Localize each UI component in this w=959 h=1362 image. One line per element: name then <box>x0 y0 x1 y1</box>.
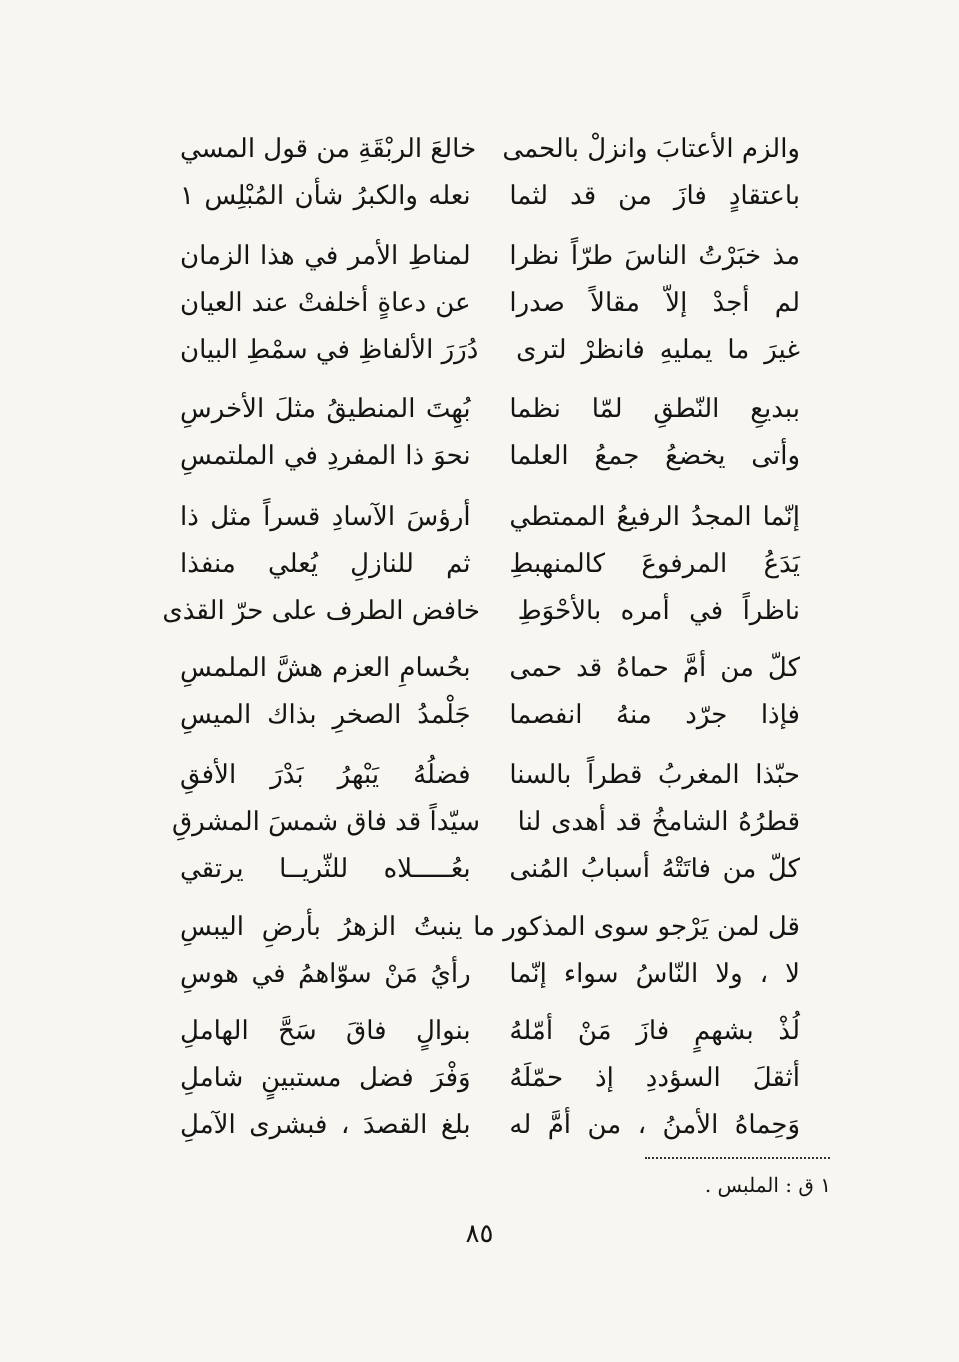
stanza-2 <box>180 233 800 374</box>
verse <box>180 692 800 739</box>
verse-second-hemistich: لمناطِ الأمر في هذا الزمان <box>180 241 471 271</box>
verse-first-hemistich: والزم الأعتابَ وانزلْ بالحمى <box>502 134 800 164</box>
verse <box>180 541 800 588</box>
verse-second-hemistich: دُرَرَ الألفاظِ في سمْطِ البيان <box>180 335 479 365</box>
verse <box>180 280 800 327</box>
verse-first-hemistich: وَحِماهُ الأمنُ ، من أمَّ له <box>509 1110 800 1140</box>
verse-second-hemistich: أرؤسَ الآسادِ قسراً مثل ذا <box>180 502 471 532</box>
verse-first-hemistich: ناظراً في أمره بالأحْوَطِ <box>517 596 800 626</box>
verse-second-hemistich: نعله والكبرُ شأن المُبْلِس ١ <box>180 181 471 211</box>
verse <box>180 752 800 799</box>
verse <box>180 951 800 998</box>
verse-first-hemistich: قل لمن يَرْجو سوى المذكور ما <box>473 912 800 942</box>
verse-first-hemistich: مذ خبَرْتُ الناسَ طرّاً نظرا <box>509 241 800 271</box>
stanza-5 <box>180 645 800 739</box>
verse <box>162 588 800 635</box>
verse <box>180 233 800 280</box>
verse-first-hemistich: لم أجدْ إلاّ مقالاً صدرا <box>509 288 800 318</box>
verse <box>180 386 800 433</box>
verse <box>180 645 800 692</box>
verse-second-hemistich: بحُسامِ العزم هشَّ الملمسِ <box>180 653 471 683</box>
verse <box>180 126 800 173</box>
verse-first-hemistich: لُذْ بشهمٍ فازَ مَنْ أمّلهُ <box>509 1016 800 1046</box>
verse-second-hemistich: ثم للنازلِ يُعلي منفذا <box>180 549 471 579</box>
verse <box>171 799 800 846</box>
verse-first-hemistich: كلّ من أمَّ حماهُ قد حمى <box>509 653 800 683</box>
verse-first-hemistich: قطرُهُ الشامخُ قد أهدى لنا <box>517 807 800 837</box>
stanza-8 <box>180 1008 800 1149</box>
verse-second-hemistich: جَلْمدُ الصخرِ بذاك الميسِ <box>180 700 471 730</box>
verse-first-hemistich: ببديعِ النّطقِ لمّا نظما <box>509 394 800 424</box>
verse <box>180 433 800 480</box>
verse <box>180 173 800 220</box>
verse <box>180 327 800 374</box>
verse-first-hemistich: يَدَعُ المرفوعَ كالمنهبطِ <box>509 549 800 579</box>
verse-second-hemistich: بُهِتَ المنطيقُ مثلَ الأخرسِ <box>180 394 471 424</box>
verse-first-hemistich: أثقلَ السؤددِ إذ حمّلَهُ <box>509 1063 800 1093</box>
stanza-6 <box>171 752 800 893</box>
stanza-7 <box>180 904 800 998</box>
verse-first-hemistich: كلّ من فاتَتْهُ أسبابُ المُنى <box>509 854 800 884</box>
verse-first-hemistich: فإذا جرّد منهُ انفصما <box>509 700 800 730</box>
verse-second-hemistich: ينبتُ الزهرُ بأرضِ اليبسِ <box>180 912 463 942</box>
verse <box>180 846 800 893</box>
verse <box>180 1102 800 1149</box>
verse-second-hemistich: سيّداً قد فاق شمسَ المشرقِ <box>171 807 480 837</box>
page-number: ٨٥ <box>465 1219 494 1249</box>
stanza-4 <box>162 494 800 635</box>
verse-second-hemistich: فضلُهُ يَبْهرُ بَدْرَ الأفقِ <box>180 760 471 790</box>
stanza-1 <box>180 126 800 220</box>
verse-second-hemistich: خالعَ الربْقَةِ من قول المسي <box>180 134 477 164</box>
verse-first-hemistich: إنّما المجدُ الرفيعُ الممتطي <box>509 502 800 532</box>
verse-second-hemistich: عن دعاةٍ أخلفتْ عند العيان <box>180 288 471 318</box>
verse-second-hemistich: بلغ القصدَ ، فبشرى الآملِ <box>180 1110 471 1140</box>
verse <box>180 1008 800 1055</box>
verse-first-hemistich: غيرَ ما يمليهِ فانظرْ لترى <box>516 335 800 365</box>
verse <box>180 494 800 541</box>
verse-second-hemistich: خافض الطرف على حرّ القذى <box>162 596 480 626</box>
verse-first-hemistich: لا ، ولا النّاسُ سواء إنّما <box>509 959 800 989</box>
verse-second-hemistich: وَفْرَ فضل مستبينٍ شاملِ <box>180 1063 471 1093</box>
verse <box>180 904 800 951</box>
verse-second-hemistich: نحوَ ذا المفردِ في الملتمسِ <box>180 441 471 471</box>
verse-second-hemistich: رأيُ مَنْ سوّاهمُ في هوسِ <box>180 959 471 989</box>
verse <box>180 1055 800 1102</box>
verse-first-hemistich: باعتقادٍ فازَ من قد لثما <box>509 181 800 211</box>
stanza-3 <box>180 386 800 480</box>
verse-first-hemistich: وأتى يخضعُ جمعُ العلما <box>509 441 800 471</box>
verse-second-hemistich: بنوالٍ فاقَ سَحَّ الهاملِ <box>180 1016 471 1046</box>
footnote: ١ ق : الملبس . <box>704 1173 831 1197</box>
verse-first-hemistich: حبّذا المغربُ قطراً بالسنا <box>509 760 800 790</box>
verse-second-hemistich: بعُـــــلاه للثّريــا يرتقي <box>180 854 471 884</box>
footnote-divider <box>645 1157 830 1159</box>
